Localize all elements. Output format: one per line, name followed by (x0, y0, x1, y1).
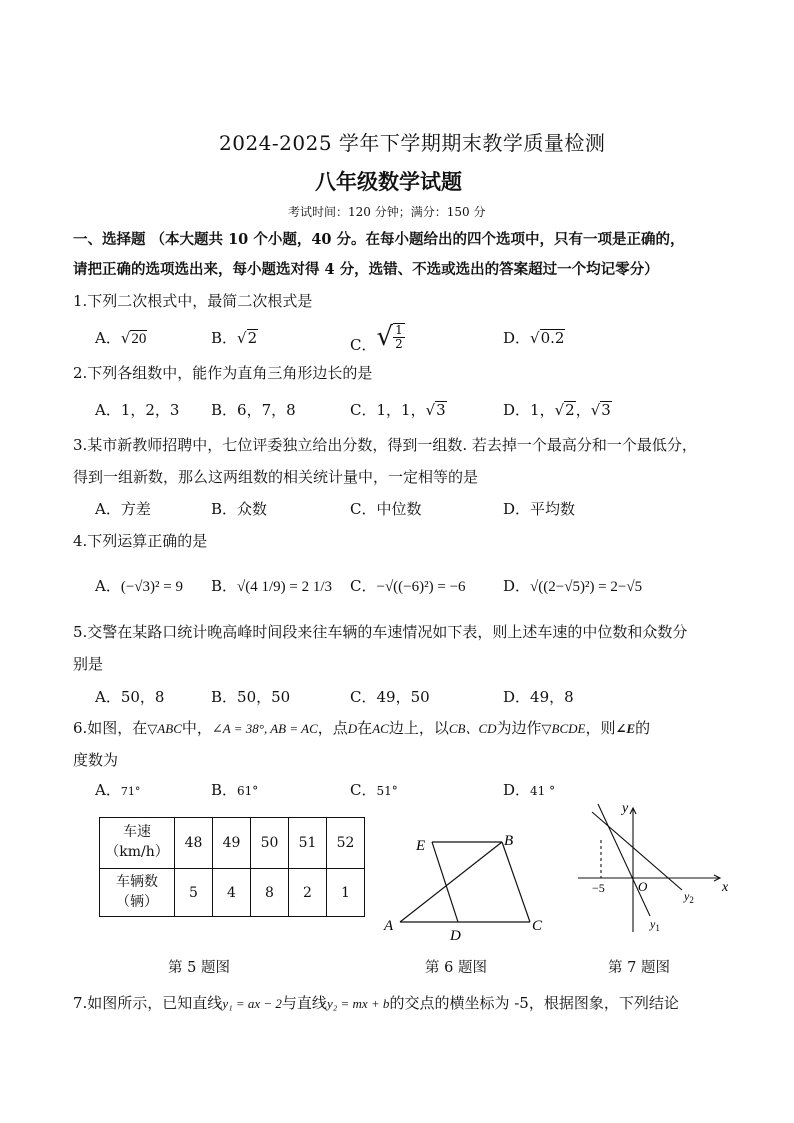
option-label: D． (503, 577, 531, 595)
q4-option-a (95, 575, 183, 596)
exam-title: 2024-2025 学年下学期期末教学质量检测 (219, 131, 606, 155)
header-line: （辆） (116, 893, 158, 910)
table-cell: 8 (251, 869, 289, 917)
sqrt-sign: √ (376, 322, 394, 352)
option-value: 71° (120, 785, 141, 798)
segment-ab (400, 842, 502, 922)
q6-stem-line1 (73, 717, 650, 738)
label-e: E (416, 838, 426, 854)
caption-fig7: 第 7 题图 (608, 960, 670, 976)
text: 与直线 (281, 994, 327, 1012)
table-header-cell (100, 869, 175, 917)
exam-subtitle: 八年级数学试题 (315, 169, 462, 194)
label-main: y (684, 889, 690, 903)
label-b: B (504, 833, 514, 849)
option-label: D． (503, 329, 531, 347)
sides-cb-cd: CB、CD (448, 721, 497, 736)
q6-condition: ∠A = 38°, AB = AC (211, 721, 318, 736)
q5-stem-line1: 5.交警在某路口统计晚高峰时间段来往车辆的车速情况如下表，则上述车速的中位数和众数分 (73, 623, 688, 641)
fraction-num: 1 (395, 322, 403, 337)
table-cell: 51 (289, 818, 327, 869)
option-label: A． (95, 577, 121, 595)
option-value: 51° (376, 784, 398, 798)
side-ac: AC (372, 721, 389, 736)
option-label: A． (95, 781, 121, 799)
line-label-y1 (649, 917, 660, 933)
triangle-abc: ▽ABC (147, 721, 182, 736)
q2-c-radicand: 3 (436, 401, 446, 419)
q4-stem: 4.下列运算正确的是 (73, 532, 208, 550)
table-cell: 48 (175, 818, 213, 869)
text: 的 (635, 719, 651, 737)
q5-option-a: A．50，8 (95, 688, 165, 706)
q4-option-d (503, 575, 642, 596)
origin-label: O (638, 879, 648, 894)
q3-stem-line2: 得到一组新数，那么这两组数的相关统计量中，一定相等的是 (73, 468, 479, 486)
sqrt-sign: √ (530, 329, 540, 347)
q4-a-expression: (−√3)² = 9 (120, 579, 183, 595)
option-label: B． (211, 329, 238, 347)
q2-d-radicand-2: 3 (601, 401, 611, 419)
line-y1 (598, 804, 650, 916)
q1-d-radicand: 0.2 (540, 329, 565, 347)
table-row (100, 818, 365, 869)
text: 6.如图，在 (73, 719, 148, 737)
q1-a-radicand: 20 (131, 331, 147, 347)
table-cell: 2 (289, 869, 327, 917)
line-2-equation: y₂ = mx + b (326, 996, 390, 1011)
text: ，则 (585, 719, 616, 737)
q2-option-d (503, 399, 612, 420)
q1-b-radicand: 2 (247, 329, 258, 347)
label-sub: 2 (689, 895, 694, 905)
figure-6-parallelogram (380, 826, 550, 946)
q2-d-radicand-1: 2 (565, 401, 575, 419)
option-label: C．1，1， (350, 401, 426, 419)
segment-ed (432, 842, 458, 922)
q6-option-b (211, 779, 258, 800)
line-1-equation: y₁ = ax − 2 (222, 996, 282, 1011)
q1-option-d (503, 327, 565, 348)
q6-option-c (350, 779, 398, 800)
q1-option-b (211, 327, 258, 348)
option-label: C． (350, 577, 377, 595)
text: 中， (181, 719, 212, 737)
table-cell: 50 (251, 818, 289, 869)
text: ，点 (317, 719, 348, 737)
text: 7.如图所示，已知直线 (73, 994, 223, 1012)
q2-option-b: B．6，7，8 (211, 401, 296, 419)
q6-option-a (95, 779, 140, 800)
section-heading-2: 请把正确的选项选出来，每小题选对得 4 分，选错、不选或选出的答案超过一个均记零分） (73, 261, 659, 278)
axis-label-x: x (722, 880, 729, 895)
label-c: C (532, 918, 543, 934)
sqrt-sign: √ (590, 401, 601, 419)
option-value: 61° (237, 784, 259, 798)
figure-7-coordinate-lines (570, 798, 740, 938)
q5-option-d: D．49，8 (503, 688, 574, 706)
label-d: D (450, 928, 461, 944)
header-line: （km/h） (105, 844, 169, 860)
caption-fig5: 第 5 题图 (168, 960, 230, 976)
sqrt-sign: √ (120, 329, 131, 347)
q6-stem-line2: 度数为 (73, 751, 119, 769)
label-sub: 1 (655, 923, 660, 933)
sqrt-sign: √ (425, 401, 436, 419)
option-label: B． (211, 577, 238, 595)
q3-option-a: A．方差 (95, 500, 151, 518)
text: 的交点的横坐标为 -5，根据图象，下列结论 (389, 994, 679, 1012)
option-label: D． (503, 781, 531, 799)
separator: ， (575, 401, 591, 419)
q4-option-c (350, 575, 466, 596)
tick-label-minus5: −5 (592, 881, 605, 895)
text: 在 (357, 719, 373, 737)
parallelogram-bcde: ▽BCDE (541, 721, 586, 736)
table-cell: 52 (327, 818, 365, 869)
option-label: C． (350, 336, 377, 354)
line-label-y2 (683, 889, 694, 905)
table-cell: 5 (175, 869, 213, 917)
q1-option-c (350, 318, 405, 354)
angle-e: ∠E (615, 721, 636, 736)
q3-option-b: B．众数 (211, 500, 268, 518)
table-cell: 1 (327, 869, 365, 917)
q2-option-a: A．1，2，3 (95, 401, 180, 419)
sqrt-sign: √ (554, 401, 565, 419)
option-label: C． (350, 781, 377, 799)
q2-stem: 2.下列各组数中，能作为直角三角形边长的是 (73, 364, 373, 382)
q4-b-expression: √(4 1/9) = 2 1/3 (237, 579, 333, 595)
label-a: A (384, 918, 394, 934)
axis-label-y: y (622, 801, 629, 816)
q5-option-b: B．50，50 (211, 688, 291, 706)
q3-stem-line1: 3.某市新教师招聘中，七位评委独立给出分数，得到一组数. 若去掉一个最高分和一个最低分， (73, 436, 697, 454)
q7-stem (73, 992, 679, 1013)
option-label: A． (95, 329, 121, 347)
q1-stem: 1.下列二次根式中，最简二次根式是 (73, 292, 313, 310)
option-value: 41 ° (530, 784, 556, 798)
point-d: D (347, 721, 358, 736)
q2-option-c (350, 399, 447, 420)
q5-stem-line2: 别是 (73, 655, 104, 673)
table-cell: 49 (213, 818, 251, 869)
segment-bc (502, 842, 530, 922)
text: 边上，以 (388, 719, 449, 737)
q4-c-expression: −√((−6)²) = −6 (376, 579, 466, 595)
table-cell: 4 (213, 869, 251, 917)
fraction-den: 2 (395, 337, 403, 351)
sqrt-sign: √ (237, 329, 247, 347)
table-header-cell (100, 818, 175, 869)
option-label: D．1， (503, 401, 555, 419)
header-line: 车速 (123, 824, 151, 841)
q4-d-expression: √((2−√5)²) = 2−√5 (530, 579, 643, 595)
q4-option-b (211, 575, 332, 596)
table-row (100, 869, 365, 917)
q5-option-c: C．49，50 (350, 688, 430, 706)
q6-option-d (503, 779, 555, 800)
caption-fig6: 第 6 题图 (425, 960, 487, 976)
text: 为边作 (496, 719, 542, 737)
option-label: B． (211, 781, 238, 799)
exam-info: 考试时间：120 分钟；满分：150 分 (288, 205, 486, 219)
q1-c-fraction (393, 323, 405, 351)
q3-option-d: D．平均数 (503, 500, 576, 518)
speed-table (99, 817, 365, 917)
section-heading: 一、选择题 （本大题共 10 个小题，40 分。在每小题给出的四个选项中，只有一项是正确的， (73, 231, 685, 248)
label-main: y (650, 917, 656, 931)
q3-option-c: C．中位数 (350, 500, 422, 518)
q1-option-a (95, 327, 147, 348)
header-line: 车辆数 (116, 873, 158, 890)
